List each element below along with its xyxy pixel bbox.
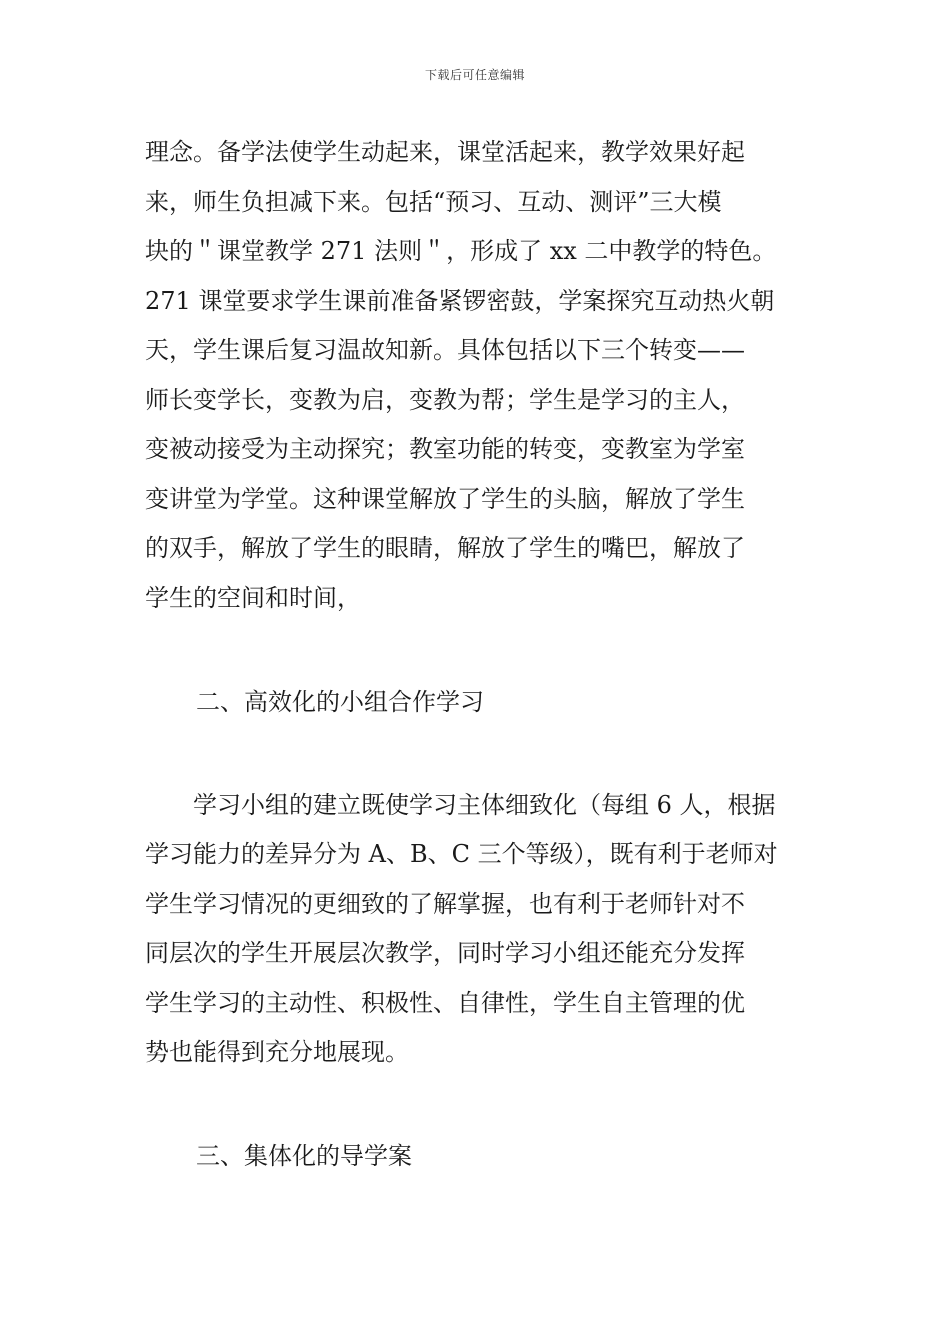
text-line: 的双手，解放了学生的眼睛，解放了学生的嘴巴，解放了 xyxy=(145,534,745,562)
text-line: 学生的空间和时间， xyxy=(145,583,361,612)
paragraph-1 xyxy=(145,128,825,623)
text-line: 来，师生负担减下来。包括“预习、互动、测评”三大模 xyxy=(145,187,722,216)
text-line: 变被动接受为主动探究；教室功能的转变，变教室为学室 xyxy=(145,435,745,463)
text-line: 同层次的学生开展层次教学，同时学习小组还能充分发挥 xyxy=(145,939,745,967)
text-line: 学习小组的建立既使学习主体细致化（每组 6 人，根据 xyxy=(145,790,776,819)
section-heading-2: 二、高效化的小组合作学习 xyxy=(196,688,484,716)
text-line: 理念。备学法使学生动起来，课堂活起来，教学效果好起 xyxy=(145,138,745,166)
text-line: 学习能力的差异分为 A、B、C 三个等级），既有利于老师对 xyxy=(145,840,778,868)
text-line: 271 课堂要求学生课前准备紧锣密鼓，学案探究互动热火朝 xyxy=(145,286,775,315)
text-line: 块的＂课堂教学 271 法则＂，形成了 xx 二中教学的特色。 xyxy=(145,237,777,265)
text-line: 学生学习的主动性、积极性、自律性，学生自主管理的优 xyxy=(145,988,745,1017)
text-line: 天，学生课后复习温故知新。具体包括以下三个转变—— xyxy=(145,336,745,364)
text-line: 势也能得到充分地展现。 xyxy=(145,1038,409,1066)
text-line: 师长变学长，变教为启，变教为帮；学生是学习的主人， xyxy=(145,385,745,414)
paragraph-2 xyxy=(145,781,825,1078)
spacer xyxy=(145,728,825,781)
spacer xyxy=(145,623,825,678)
text-line: 变讲堂为学堂。这种课堂解放了学生的头脑，解放了学生 xyxy=(145,484,745,513)
spacer xyxy=(145,1078,825,1132)
page-header: 下载后可任意编辑 xyxy=(424,68,525,82)
text-line: 学生学习情况的更细致的了解掌握，也有利于老师针对不 xyxy=(145,889,745,918)
section-heading-3: 三、集体化的导学案 xyxy=(196,1141,412,1170)
document-body xyxy=(145,128,825,1181)
